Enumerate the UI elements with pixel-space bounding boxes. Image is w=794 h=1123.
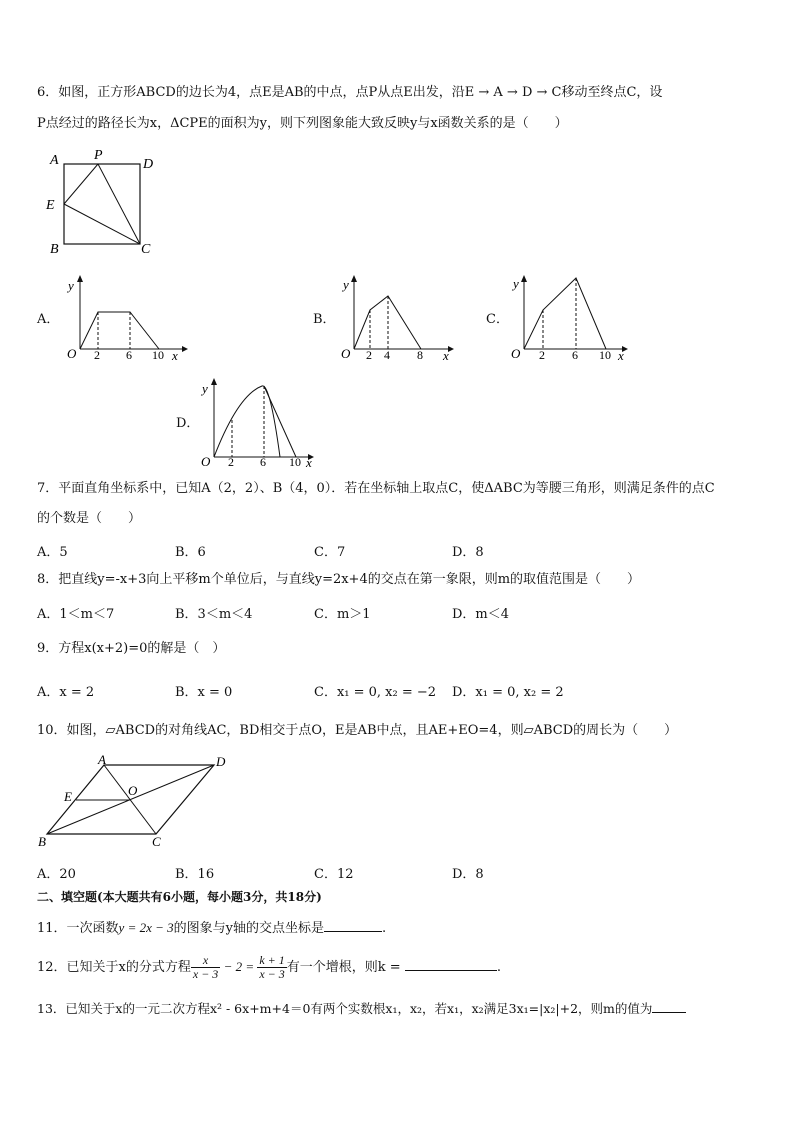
q6-c-tick-3: 10 — [599, 348, 611, 362]
q6-option-d-graph[interactable] — [200, 375, 330, 470]
q7-option-a[interactable]: A．5 — [37, 545, 68, 560]
q10-option-a[interactable]: A．20 — [37, 867, 76, 882]
q6-a-x-label: x — [172, 348, 178, 363]
q12-frac2-den: x − 3 — [259, 967, 285, 981]
q10-label-a: A — [98, 752, 106, 767]
q6-label-c: C — [141, 242, 151, 257]
q10-option-d[interactable]: D．8 — [452, 867, 484, 882]
q6-d-tick-3: 10 — [289, 455, 301, 469]
q13-answer-blank[interactable] — [652, 1012, 686, 1013]
q10-option-b[interactable]: B．16 — [175, 867, 215, 882]
q6-a-y-label: y — [68, 278, 74, 293]
q6-square-figure — [40, 150, 170, 260]
q12-answer-blank[interactable] — [405, 970, 497, 971]
q9-option-c[interactable]: C．x₁ = 0, x₂ = −2 — [314, 685, 437, 700]
q6-label-e: E — [46, 198, 55, 213]
q11-line — [37, 920, 386, 937]
q12-fraction-2 — [257, 954, 286, 981]
q11-after: 的图象与y轴的交点坐标是 — [173, 921, 324, 936]
q6-label-b: B — [50, 242, 59, 257]
q6-a-origin: O — [67, 346, 77, 361]
q10-label-d: D — [216, 754, 226, 769]
q6-d-x-label: x — [306, 455, 312, 470]
q6-line2: P点经过的路径长为x，ΔCPE的面积为y，则下列图象能大致反映y与x函数关系的是（ ） — [37, 116, 568, 131]
q6-a-tick-2: 6 — [126, 348, 132, 362]
q6-a-tick-1: 2 — [94, 348, 100, 362]
q6-option-d-label[interactable]: D． — [176, 416, 200, 431]
q6-b-tick-3: 8 — [417, 348, 423, 362]
q6-line1: 6．如图，正方形ABCD的边长为4，点E是AB的中点，点P从点E出发，沿E → A → D → C移动至终点C，设 — [37, 85, 663, 100]
q12-end: . — [496, 960, 501, 975]
q6-label-a: A — [50, 153, 59, 168]
q7-option-c[interactable]: C．7 — [314, 545, 346, 560]
q9-line1: 9．方程x(x+2)=0的解是（ ） — [37, 641, 226, 656]
q12-frac1-num: x — [191, 954, 220, 968]
q10-option-c[interactable]: C．12 — [314, 867, 354, 882]
q10-label-o: O — [128, 783, 138, 798]
q12-fraction-1 — [191, 954, 220, 981]
q12-before: 12．已知关于x的分式方程 — [37, 960, 191, 975]
q11-end: . — [382, 921, 387, 936]
q12-after: 有一个增根，则k = — [286, 960, 405, 975]
q6-d-y-label: y — [202, 381, 208, 396]
q6-a-tick-3: 10 — [152, 348, 164, 362]
q6-b-tick-1: 2 — [366, 348, 372, 362]
q12-frac1-den: x − 3 — [192, 967, 219, 981]
q8-line1: 8．把直线y=-x+3向上平移m个单位后，与直线y=2x+4的交点在第一象限，则m的取值范围是（ ） — [37, 572, 641, 587]
q10-label-c: C — [152, 834, 161, 849]
q9-option-d[interactable]: D．x₁ = 0, x₂ = 2 — [452, 685, 564, 700]
q13-line1: 13．已知关于x的一元二次方程x² - 6x+m+4＝0有两个实数根x₁，x₂，若x₁，x₂满足3x₁=|x₂|+2，则m的值为 — [37, 1001, 653, 1016]
q6-b-tick-2: 4 — [384, 348, 390, 362]
q6-option-c-graph[interactable] — [510, 272, 640, 362]
q6-d-tick-1: 2 — [228, 455, 234, 469]
q6-c-origin: O — [511, 346, 521, 361]
q7-option-b[interactable]: B．6 — [175, 545, 206, 560]
q11-answer-blank[interactable] — [324, 931, 382, 932]
q8-option-d[interactable]: D．m＜4 — [452, 607, 510, 622]
q8-option-a[interactable]: A．1＜m＜7 — [37, 607, 115, 622]
q6-b-x-label: x — [443, 348, 449, 363]
q10-label-e: E — [64, 789, 72, 804]
q8-option-b[interactable]: B．3＜m＜4 — [175, 607, 253, 622]
q13-line — [37, 1001, 686, 1017]
q7-line1: 7．平面直角坐标系中，已知A（2，2）、B（4，0）．若在坐标轴上取点C，使ΔABC为等腰三角形，则满足条件的点C — [37, 481, 715, 496]
q9-option-b[interactable]: B．x = 0 — [175, 685, 233, 700]
q6-option-b-graph[interactable] — [340, 272, 460, 362]
q6-option-b-label[interactable]: B． — [313, 312, 336, 327]
q10-parallelogram-figure — [34, 752, 234, 852]
q11-formula: y = 2x − 3 — [118, 920, 174, 935]
q6-c-y-label: y — [513, 276, 519, 291]
q6-c-tick-2: 6 — [572, 348, 578, 362]
q6-b-origin: O — [341, 346, 351, 361]
q6-d-origin: O — [201, 454, 211, 469]
q12-line — [37, 952, 501, 983]
q6-option-a-graph[interactable] — [64, 272, 194, 362]
q8-option-c[interactable]: C．m＞1 — [314, 607, 371, 622]
q11-before: 11．一次函数 — [37, 921, 119, 936]
q10-label-b: B — [38, 834, 46, 849]
q10-line1: 10．如图，▱ABCD的对角线AC，BD相交于点O，E是AB中点，且AE+EO=4，则▱ABCD的周长为（ ） — [37, 723, 678, 738]
q7-option-d[interactable]: D．8 — [452, 545, 484, 560]
q6-option-c-label[interactable]: C． — [486, 312, 509, 327]
q6-d-tick-2: 6 — [260, 455, 266, 469]
section2-title: 二、填空题(本大题共有6小题，每小题3分，共18分) — [37, 890, 322, 904]
q6-label-p: P — [94, 148, 103, 163]
q7-line2: 的个数是（ ） — [37, 511, 142, 526]
q6-b-y-label: y — [343, 277, 349, 292]
q12-middle: − 2 = — [220, 959, 258, 974]
q6-option-a-label[interactable]: A． — [37, 312, 60, 327]
q6-label-d: D — [143, 157, 154, 172]
q6-c-tick-1: 2 — [539, 348, 545, 362]
q12-frac2-num: k + 1 — [259, 953, 285, 967]
q9-option-a[interactable]: A．x = 2 — [37, 685, 95, 700]
q6-c-x-label: x — [618, 348, 624, 363]
